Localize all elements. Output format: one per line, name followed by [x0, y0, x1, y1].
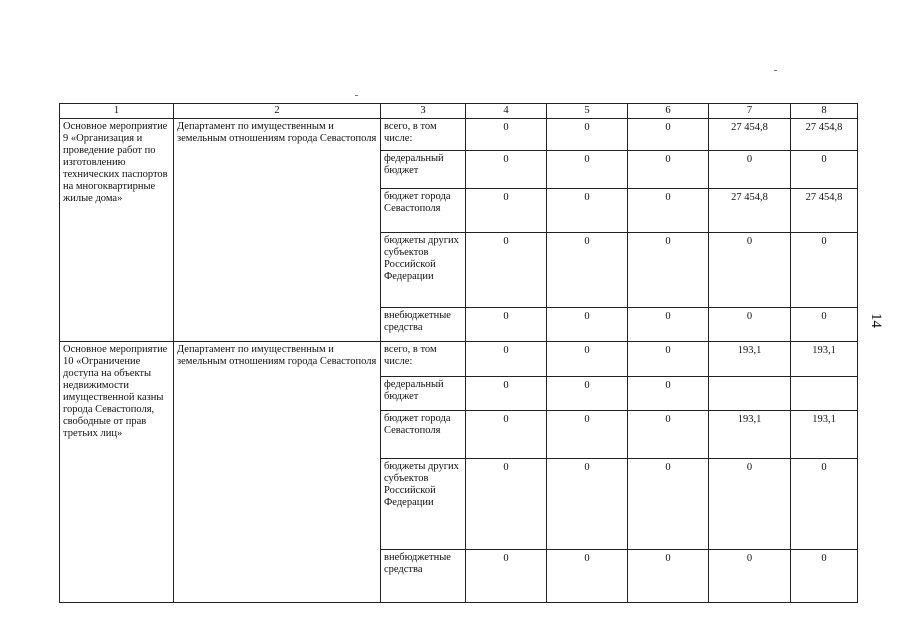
value-cell: 0 — [628, 189, 709, 233]
funding-source: федеральный бюджет — [381, 377, 466, 411]
scan-speck — [774, 70, 777, 71]
value-cell: 0 — [466, 459, 547, 550]
funding-source: бюджеты других субъектов Российской Федерации — [381, 233, 466, 308]
column-number: 3 — [381, 104, 466, 119]
value-cell: 27 454,8 — [709, 119, 791, 151]
value-cell: 0 — [547, 550, 628, 603]
column-number: 4 — [466, 104, 547, 119]
value-cell: 0 — [628, 151, 709, 189]
value-cell: 0 — [547, 342, 628, 377]
column-number: 8 — [791, 104, 858, 119]
value-cell: 0 — [466, 151, 547, 189]
value-cell: 0 — [791, 308, 858, 342]
value-cell: 0 — [628, 119, 709, 151]
value-cell: 0 — [547, 459, 628, 550]
value-cell: 0 — [628, 550, 709, 603]
value-cell: 0 — [791, 459, 858, 550]
value-cell: 0 — [466, 119, 547, 151]
value-cell: 0 — [547, 151, 628, 189]
column-number: 7 — [709, 104, 791, 119]
value-cell: 0 — [466, 308, 547, 342]
measure-department: Департамент по имущественным и земельным отношениям города Севастополя — [174, 119, 381, 342]
funding-table — [59, 103, 858, 603]
scan-speck — [355, 95, 358, 96]
value-cell: 0 — [547, 377, 628, 411]
value-cell: 0 — [466, 233, 547, 308]
value-cell: 0 — [791, 151, 858, 189]
value-cell: 0 — [628, 233, 709, 308]
value-cell: 0 — [709, 151, 791, 189]
value-cell: 27 454,8 — [791, 119, 858, 151]
funding-source: федеральный бюджет — [381, 151, 466, 189]
column-number-row — [60, 104, 858, 119]
page-number: 14 — [868, 313, 884, 328]
funding-source: всего, в том числе: — [381, 119, 466, 151]
value-cell: 193,1 — [791, 342, 858, 377]
value-cell: 0 — [628, 342, 709, 377]
funding-source: внебюджетные средства — [381, 308, 466, 342]
value-cell: 0 — [466, 411, 547, 459]
column-number: 6 — [628, 104, 709, 119]
value-cell: 0 — [547, 411, 628, 459]
value-cell: 0 — [628, 411, 709, 459]
measure-name: Основное мероприятие 10 «Ограничение доступа на объекты недвижимости имущественной казны города Севастополя, свободные от прав третьих лиц» — [60, 342, 174, 603]
value-cell: 0 — [466, 550, 547, 603]
value-cell: 0 — [709, 550, 791, 603]
value-cell — [791, 377, 858, 411]
value-cell: 27 454,8 — [791, 189, 858, 233]
value-cell: 0 — [547, 233, 628, 308]
column-number: 2 — [174, 104, 381, 119]
value-cell: 0 — [709, 459, 791, 550]
value-cell: 193,1 — [709, 342, 791, 377]
value-cell: 0 — [547, 189, 628, 233]
funding-source: бюджеты других субъектов Российской Федерации — [381, 459, 466, 550]
value-cell — [709, 377, 791, 411]
value-cell: 193,1 — [709, 411, 791, 459]
column-number: 1 — [60, 104, 174, 119]
funding-source: всего, в том числе: — [381, 342, 466, 377]
value-cell: 27 454,8 — [709, 189, 791, 233]
value-cell: 193,1 — [791, 411, 858, 459]
value-cell: 0 — [709, 308, 791, 342]
table-row — [60, 119, 858, 151]
value-cell: 0 — [466, 377, 547, 411]
value-cell: 0 — [791, 233, 858, 308]
value-cell: 0 — [547, 119, 628, 151]
funding-source: внебюджетные средства — [381, 550, 466, 603]
value-cell: 0 — [547, 308, 628, 342]
funding-source: бюджет города Севастополя — [381, 189, 466, 233]
value-cell: 0 — [791, 550, 858, 603]
measure-department: Департамент по имущественным и земельным отношениям города Севастополя — [174, 342, 381, 603]
funding-source: бюджет города Севастополя — [381, 411, 466, 459]
value-cell: 0 — [628, 308, 709, 342]
value-cell: 0 — [709, 233, 791, 308]
column-number: 5 — [547, 104, 628, 119]
value-cell: 0 — [628, 377, 709, 411]
value-cell: 0 — [628, 459, 709, 550]
value-cell: 0 — [466, 189, 547, 233]
measure-name: Основное мероприятие 9 «Организация и проведение работ по изготовлению технических паспортов на многоквартирные жилые дома» — [60, 119, 174, 342]
value-cell: 0 — [466, 342, 547, 377]
table-row — [60, 342, 858, 377]
